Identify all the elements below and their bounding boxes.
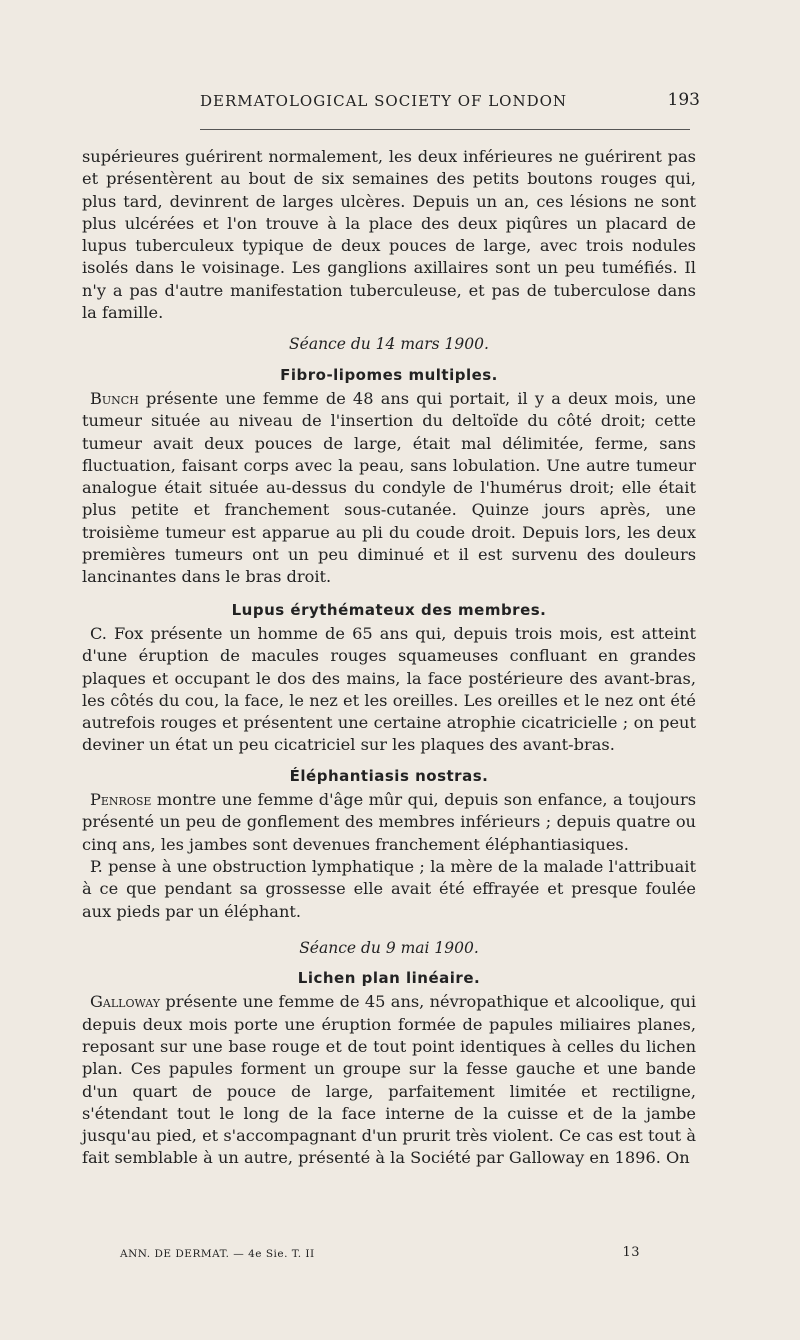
signature-mark: 13 <box>622 1245 640 1260</box>
section-heading: Lupus érythémateux des membres. <box>231 600 547 619</box>
paragraph: C. Fox présente un homme de 65 ans qui, depuis trois mois, est atteint d'une éruption de macules rouges squameuses confluant en grandes plaques et occupant le dos des mains, la face postérieure des avant-bras, les côtés du cou, la face, le nez et les oreilles. Les oreilles et le nez ont été autrefois rouges et présentent une certaine atrophie cicatricielle ; on peut deviner un état un peu cicatriciel sur les plaques des avant-bras. <box>82 623 696 755</box>
journal-reference: ANN. DE DERMAT. — 4e Sie. T. II <box>120 1248 315 1260</box>
author-name: Bunch <box>90 388 139 408</box>
paragraph: Penrose montre une femme d'âge mûr qui, depuis son enfance, a toujours présenté un peu de gonflement des membres inférieurs ; depuis quatre ou cinq ans, les jambes sont devenues franchement éléphantiasiques. <box>82 790 696 854</box>
paragraph: P. pense à une obstruction lymphatique ; la mère de la malade l'attribuait à ce que pendant sa grossesse elle avait été effrayée et presque foulée aux pieds par un éléphant. <box>82 856 696 921</box>
section-heading: Fibro-lipomes multiples. <box>280 365 498 384</box>
section-heading: Lichen plan linéaire. <box>297 969 481 988</box>
session-date: Séance du 14 mars 1900. <box>289 335 489 354</box>
section-heading: Éléphantiasis nostras. <box>289 766 489 785</box>
session-date: Séance du 9 mai 1900. <box>299 938 479 957</box>
author-name: Galloway <box>90 992 161 1012</box>
page-number: 193 <box>667 90 700 110</box>
author-name: Penrose <box>90 790 152 810</box>
header-rule <box>200 129 690 130</box>
paragraph: Galloway présente une femme de 45 ans, névropathique et alcoolique, qui depuis deux mois porte une éruption formée de papules miliaires planes, reposant sur une base rouge et de tout point identiques à celles du lichen plan. Ces papules forment un groupe sur la fesse gauche et une bande d'un quart de pouce de large, parfaitement limitée et rectiligne, s'étendant tout le long de la face interne de la cuisse et de la jambe jusqu'au pied, et s'accompagnant d'un prurit très violent. Ce cas est tout à fait semblable à un autre, présenté à la Société par Galloway en 1896. On <box>82 992 696 1168</box>
body-text <box>82 146 696 1170</box>
paragraph: Bunch présente une femme de 48 ans qui portait, il y a deux mois, une tumeur située au niveau de l'insertion du deltoïde du côté droit; cette tumeur avait deux pouces de large, était mal délimitée, ferme, sans fluctuation, faisant corps avec la peau, sans lobulation. Une autre tumeur analogue était située au-dessus du condyle de l'humérus droit; elle était plus petite et franchement sous-cutanée. Quinze jours après, une troisième tumeur est apparue au pli du coude droit. Depuis lors, les deux premières tumeurs ont un peu diminué et il est survenu des douleurs lancinantes dans le bras droit. <box>82 388 696 587</box>
paragraph-continuation: supérieures guérirent normalement, les deux inférieures ne guérirent pas et présentèrent au bout de six semaines des petits boutons rouges qui, plus tard, devinrent de larges ulcères. Depuis un an, ces lésions ne sont plus ulcérées et l'on trouve à la place des deux piqûres un placard de lupus tuberculeux typique de deux pouces de large, avec trois nodules isolés dans le voisinage. Les ganglions axillaires sont un peu tuméfiés. Il n'y a pas d'autre manifestation tuberculeuse, et pas de tuberculose dans la famille. <box>82 147 696 323</box>
running-head <box>200 92 700 110</box>
running-title: DERMATOLOGICAL SOCIETY OF LONDON <box>200 92 568 110</box>
page-footer <box>120 1245 640 1260</box>
